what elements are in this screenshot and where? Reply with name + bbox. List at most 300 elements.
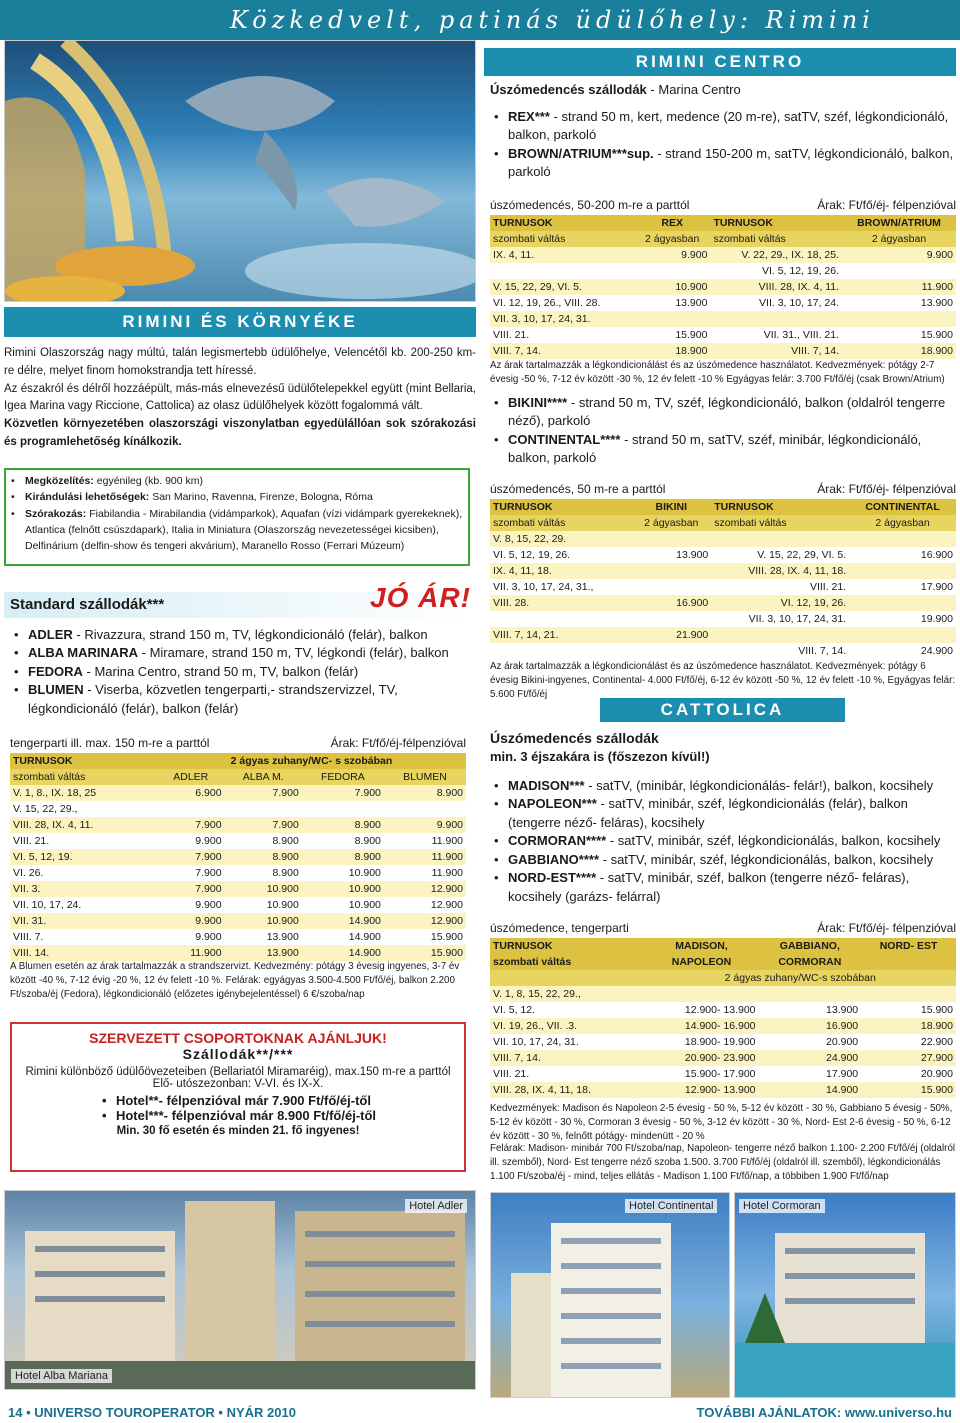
hotel-name: NORD-EST**** (508, 870, 597, 886)
table-cell: V. 15, 22, 29, VI. 5. (493, 281, 582, 293)
table-cell: 24.900 (920, 645, 953, 657)
table-cell: 9.900 (195, 899, 222, 911)
table-cell: 20.900- 23.900 (684, 1052, 756, 1064)
table-header: BIKINI (631, 499, 711, 515)
table-cell: 17.900 (826, 1068, 859, 1080)
table-header-row (490, 215, 956, 231)
table-cell: 8.900 (354, 835, 381, 847)
table-cell: 18.900 (920, 345, 953, 357)
hotel-desc: - satTV, minibár, széf, légkondicionálás, balkon, kocsihely (602, 851, 934, 867)
table-cell: 8.900 (354, 851, 381, 863)
hotel-desc: - strand 50 m, TV, széf, légkondicionáló, balkon (oldalról tengerre néző), parkoló (508, 395, 946, 429)
table-cell: 21.900 (676, 629, 709, 641)
standard-hotel-list (12, 626, 464, 718)
table-cell: V. 8, 15, 22, 29. (493, 533, 567, 545)
info-item (9, 489, 465, 505)
hotel-name: ALBA MARINARA (28, 645, 139, 661)
table-row (490, 563, 956, 579)
table-cell: 9.900 (195, 835, 222, 847)
cattolica-note-2: Felárak: Madison- minibár 700 Ft/szoba/nap, Napoleon- tengerre néző balkon 1.100- 2.200 Ft/fő/éj (oldalról ill. szemből), Nord- Est tengerre néző szoba 1.500. 3.700 Ft/fő/éj (oldalról ill. szemből), légkondicionálás 1.100 Ft/szoba/éj - mind, teljes ellátás - Madison 1.100 Ft/fő/nap, a többiben 1.900 Ft/fő/nap (490, 1143, 956, 1183)
info-item (9, 506, 465, 555)
photo-caption-continental: Hotel Continental (625, 1199, 717, 1213)
table-header: TURNUSOK (490, 938, 645, 954)
continental-building-illustration (491, 1193, 730, 1398)
table-header: ADLER (157, 769, 225, 785)
centro-hotel-item (492, 394, 954, 431)
table-header: NAPOLEON (645, 954, 759, 970)
waterpark-dolphin-photo (4, 40, 476, 302)
table-cell: 14.900 (348, 915, 381, 927)
hotel-name: NAPOLEON*** (508, 796, 597, 812)
table-cell: 13.900 (266, 931, 299, 943)
table-row (490, 643, 956, 659)
group-footer: Min. 30 fő esetén és minden 21. fő ingyenes! (116, 1125, 360, 1137)
centro-banner-text: RIMINI CENTRO (635, 52, 805, 71)
standard-hotel-item (12, 626, 464, 644)
table-cell: VIII. 14. (13, 947, 50, 959)
hotel-desc: - Rivazzura, strand 150 m, TV, légkondicionáló (felár), balkon (76, 627, 428, 642)
table-cell: VIII. 28, IX. 4, 11, 18. (493, 1084, 591, 1096)
table-cell (634, 263, 711, 279)
group-offer: • Hotel**- félpenzióval már 7.900 Ft/fő/éj-től (100, 1093, 376, 1108)
table-header: FEDORA (302, 769, 384, 785)
centro-t1-note: Az árak tartalmazzák a légkondicionálást és az úszómedence használatot. Kedvezmények: pótágy 2-7 évesig -50 %, 7-12 év között -30 %, 12 év felett -10 % Egyágyas felár: 3.700 Ft/fő/éj (csak Brown/Atrium) (490, 360, 945, 386)
table-row (490, 1066, 956, 1082)
centro-t1-caption (490, 198, 956, 212)
photo-caption-cormoran: Hotel Cormoran (739, 1199, 825, 1213)
table-row (490, 311, 956, 327)
caption-left: úszómedencés, 50 m-re a parttól (490, 482, 666, 496)
cattolica-min: min. 3 éjszakára is (főszezon kívül!) (490, 749, 710, 764)
table-cell: 10.900 (675, 281, 708, 293)
table-cell: 8.900 (272, 835, 299, 847)
hotel-desc: - satTV, minibár, széf, légkondicionálás, balkon, kocsihely (609, 833, 941, 849)
table-row (490, 611, 956, 627)
table-cell: 9.900 (926, 249, 953, 261)
table-cell: 12.900 (430, 915, 463, 927)
table-row (10, 929, 466, 945)
hotel-name: BIKINI**** (508, 395, 568, 410)
info-value: San Marino, Ravenna, Firenze, Bologna, Róma (152, 491, 373, 504)
table-cell (710, 311, 842, 327)
table-row (490, 327, 956, 343)
table-cell: VIII. 21. (809, 581, 847, 593)
table-cell (631, 563, 711, 579)
table-cell: 8.900 (272, 867, 299, 879)
table-cell: 12.900 (430, 899, 463, 911)
table-row (10, 833, 466, 849)
page-title: Közkedvelt, patinás üdülőhely: Rimini (230, 6, 875, 34)
table-cell: 20.900 (920, 1068, 953, 1080)
table-row (490, 295, 956, 311)
cattolica-hotel-item (492, 851, 954, 869)
table-cell: VII. 3, 10, 17, 24, 31. (748, 613, 847, 625)
table-cell (490, 263, 634, 279)
table-row (10, 849, 466, 865)
table-cell: 14.900 (348, 947, 381, 959)
table-cell: 11.900 (190, 947, 222, 959)
centro-hotel-list (492, 108, 954, 182)
centro-title: Úszómedencés szállodák (490, 82, 647, 97)
hotel-desc: - Viserba, közvetlen tengerparti,- strandszervizzel, TV, légkondicionáló (felár), balkon (felár) (28, 682, 398, 716)
table-cell: V. 15, 22, 29, VI. 5. (757, 549, 847, 561)
centro-banner (484, 48, 956, 76)
centro-hotel-item (492, 145, 954, 182)
cattolica-hotel-item (492, 832, 954, 850)
table-cell: 11.900 (431, 867, 463, 879)
table-cell: VI. 5, 12, 19, 26. (761, 265, 840, 277)
table-header: TURNUSOK (490, 215, 634, 231)
table-cell (634, 311, 711, 327)
table-cell: 13.900 (920, 297, 953, 309)
table-cell (645, 986, 759, 1002)
table-cell: V. 1, 8., IX. 18, 25 (13, 787, 97, 799)
table-cell: 16.900 (920, 549, 953, 561)
centro-table-2-body (490, 531, 956, 659)
table-cell: 18.900- 19.900 (684, 1036, 756, 1048)
table-cell: 9.900 (436, 819, 463, 831)
table-header: MADISON, (645, 938, 759, 954)
info-value: Fiabilandia - Mirabilandia (vidámparkok), Aquafan (vízi vidámpark gyerekeknek), Atlantica (felnőtt csúszdapark), Italia in Miniatura (Olaszország nevezetességei kicsiben), Delfinárium (delfin-show és tengeri akvárium), Maranello Rosso (Ferrari Múzeum) (25, 507, 463, 553)
cattolica-table-body (490, 986, 956, 1098)
cattolica-note-1: Kedvezmények: Madison és Napoleon 2-5 évesig - 50 %, 5-12 év között - 30 %, Gabbiano 5 évesig - 50%, 5-12 év között - 30 %, Cormoran 3 évesig - 50 %, 3-12 év között - 30 %, Nord- Est 2-6 évesig - 50 %, 6-12 év között - 30 %, felnőtt pótágy- mindenütt - 20 % (490, 1103, 953, 1143)
centro-t2-caption (490, 482, 956, 496)
table-cell: 12.900- 13.900 (684, 1004, 756, 1016)
table-cell: 20.900 (826, 1036, 859, 1048)
table-header: TURNUSOK (490, 499, 631, 515)
table-cell: VIII. 21. (13, 835, 50, 847)
table-cell: 9.900 (195, 915, 222, 927)
standard-table-caption (10, 736, 466, 750)
table-cell: 10.900 (266, 915, 299, 927)
table-cell: 10.900 (348, 883, 381, 895)
rimini-banner (4, 307, 476, 337)
table-cell (842, 311, 956, 327)
table-cell: 12.900 (430, 883, 463, 895)
table-header-row (490, 954, 956, 970)
table-cell: 7.900 (195, 867, 222, 879)
standard-hotel-item (12, 663, 464, 681)
table-header: CORMORAN (759, 954, 862, 970)
table-cell: 14.900- 16.900 (684, 1020, 756, 1032)
table-header: szombati váltás (490, 515, 631, 531)
group-offers (100, 1093, 376, 1123)
caption-right: Árak: Ft/fő/éj- félpenzióval (817, 921, 956, 935)
table-cell: V. 15, 22, 29., (13, 803, 78, 815)
rimini-intro-2: Az északról és délről hozzáépült, más-más elnevezésű üdülőtelepekkel együtt (mint Bellaria, Igea Marina vagy Riccione, Cattolica) az olasz üdülőhelyek között fogalommá vált. (4, 382, 476, 413)
footer-right[interactable]: TOVÁBBI AJÁNLATOK: www.universo.hu (696, 1405, 952, 1420)
table-cell: VIII. 21. (493, 329, 530, 341)
rimini-intro-1: Rimini Olaszország nagy múltú, talán legismertebb üdülőhelye, Velencétől kb. 200-250 km-re délre, melyet finom homokstrandja tett híressé. (4, 347, 476, 377)
cormoran-building-illustration (735, 1193, 956, 1398)
table-row (490, 263, 956, 279)
table-header-row (490, 499, 956, 515)
table-cell: 14.900 (826, 1084, 859, 1096)
table-header-row (490, 231, 956, 247)
standard-note: A Blumen esetén az árak tartalmazzák a strandszervizt. Kedvezmény: pótágy 3 évesig ingyenes, 3-7 év között -40 %, 7-12 évig -20 %, 12 év felett -10 %. Felárak: egyágyas 3.500-4.500 Ft/fő/éj, balkon 2.200 Ft/szoba/éj (Fedora), légkondicionáló (előzetes igénybejelentéssel) 6 €/szoba/nap (10, 961, 460, 1001)
table-cell: V. 1, 8, 15, 22, 29., (493, 988, 581, 1000)
photo-caption-adler: Hotel Adler (405, 1199, 467, 1213)
table-cell (302, 801, 384, 817)
table-cell: 22.900 (920, 1036, 953, 1048)
table-header-row (490, 515, 956, 531)
table-header: szombati váltás (711, 515, 849, 531)
hotel-desc: - satTV, minibár, széf, balkon (tengerre néző- feláras), kocsihely (garázs- felárral) (508, 870, 910, 904)
table-cell (631, 579, 711, 595)
table-cell: 7.900 (195, 819, 222, 831)
table-row (490, 1018, 956, 1034)
table-cell: 18.900 (920, 1020, 953, 1032)
caption-left: tengerparti ill. max. 150 m-re a parttól (10, 736, 210, 750)
table-cell: VIII. 21. (493, 1068, 530, 1080)
caption-right: Árak: Ft/fő/éj- félpenzióval (817, 482, 956, 496)
table-cell: VIII. 7, 14. (493, 345, 541, 357)
table-cell: VIII. 7. (13, 931, 44, 943)
table-cell: 13.900 (826, 1004, 859, 1016)
centro-price-table-1 (490, 215, 956, 359)
group-offer-box (10, 1022, 466, 1172)
table-cell: 7.900 (272, 819, 299, 831)
table-cell: 6.900 (195, 787, 222, 799)
table-cell: VII. 31., VIII. 21. (763, 329, 840, 341)
table-cell: 15.900 (430, 931, 463, 943)
table-cell: VI. 5, 12, 19, 26. (493, 549, 571, 561)
table-cell: VII. 31. (13, 915, 47, 927)
group-offer: • Hotel***- félpenzióval már 8.900 Ft/fő/éj-től (100, 1108, 376, 1123)
centro-heading (490, 82, 741, 97)
table-cell: VI. 19, 26., VII. .3. (493, 1020, 578, 1032)
table-header-row (490, 970, 956, 986)
table-cell: 27.900 (920, 1052, 953, 1064)
info-value: egyénileg (kb. 900 km) (96, 475, 204, 487)
centro-hotel-item (492, 108, 954, 145)
table-cell: 11.900 (921, 281, 953, 293)
table-row (10, 881, 466, 897)
table-row (10, 913, 466, 929)
standard-hotel-item (12, 681, 464, 718)
group-subtitle: Szállodák**/*** (182, 1046, 294, 1062)
table-row (490, 627, 956, 643)
table-cell (490, 643, 631, 659)
table-cell: 24.900 (826, 1052, 859, 1064)
hotel-buildings-illustration (5, 1191, 476, 1390)
table-row (490, 579, 956, 595)
table-cell: 8.900 (272, 851, 299, 863)
cattolica-hotel-item (492, 795, 954, 832)
hotel-desc: - satTV, (minibár, légkondicionálás- felár!), balkon, kocsihely (588, 778, 934, 793)
table-header: CONTINENTAL (849, 499, 956, 515)
hotel-alba-photo (4, 1190, 476, 1390)
table-row (490, 1034, 956, 1050)
table-cell: 13.900 (676, 549, 709, 561)
table-header: ALBA M. (225, 769, 302, 785)
cattolica-price-table (490, 938, 956, 1098)
table-row (490, 1050, 956, 1066)
table-cell: 15.900 (675, 329, 708, 341)
table-cell: VI. 12, 19, 26., VIII. 28. (493, 297, 601, 309)
table-cell: VI. 12, 19, 26. (780, 597, 847, 609)
table-cell: 8.900 (436, 787, 463, 799)
table-cell: VII. 3. (13, 883, 41, 895)
hotel-desc: - satTV, minibár, széf, légkondicionálás (felár), balkon (tengerre néző- feláras), kocsihely (508, 796, 908, 830)
standard-price-table (10, 753, 466, 961)
hotel-name: FEDORA (28, 663, 83, 679)
hotel-name: BLUMEN (28, 682, 84, 698)
table-cell: 18.900 (675, 345, 708, 357)
hotel-desc: - strand 150-200 m, satTV, légkondicionáló, balkon, parkoló (508, 145, 954, 180)
table-cell: VII. 10, 17, 24, 31. (493, 1036, 579, 1048)
table-cell (631, 531, 711, 547)
hotel-name: CORMORAN**** (508, 833, 607, 849)
table-cell: 13.900 (675, 297, 708, 309)
table-cell (225, 801, 302, 817)
cattolica-hotel-list (492, 777, 954, 906)
table-cell (384, 801, 466, 817)
table-cell: 17.900 (920, 581, 953, 593)
hotel-name: REX*** (508, 109, 550, 124)
standard-table-body (10, 785, 466, 961)
table-header: 2 ágyasban (849, 515, 956, 531)
table-cell: 7.900 (195, 883, 222, 895)
rimini-info-list (9, 473, 465, 554)
table-row (490, 343, 956, 359)
table-header: GABBIANO, (759, 938, 862, 954)
hotel-name: BROWN/ATRIUM***sup. (508, 145, 654, 161)
info-key: Kirándulási lehetőségek: (25, 491, 150, 504)
table-cell: 15.900- 17.900 (684, 1068, 756, 1080)
table-row (10, 785, 466, 801)
table-header: REX (634, 215, 711, 231)
cattolica-hotel-item (492, 777, 954, 795)
table-header: TURNUSOK (711, 499, 849, 515)
table-row (490, 247, 956, 263)
table-header: szombati váltás (490, 954, 645, 970)
table-cell: 16.900 (676, 597, 709, 609)
table-row (490, 986, 956, 1002)
page-header (0, 0, 960, 40)
caption-right: Árak: Ft/fő/éj- félpenzióval (817, 198, 956, 212)
rimini-banner-text: RIMINI ÉS KÖRNYÉKE (122, 312, 358, 331)
hotel-desc: - strand 50 m, kert, medence (20 m-re), satTV, széf, légkondicionáló, balkon, parkoló (508, 109, 949, 143)
photo-caption-alba: Hotel Alba Mariana (11, 1369, 112, 1383)
table-cell: VIII. 28, IX. 4, 11. (13, 819, 94, 831)
table-cell: IX. 4, 11, 18. (493, 565, 552, 577)
table-cell: V. 22, 29., IX. 18, 25. (741, 249, 840, 261)
table-cell: 15.900 (920, 1084, 953, 1096)
info-key: Szórakozás: (25, 507, 87, 520)
table-header: 2 ágyas zuhany/WC- s szobában (157, 753, 466, 769)
hotel-name: ADLER (28, 627, 73, 642)
group-line1: Rimini különböző üdülőövezeteiben (Bellariatól Miramaréig), max.150 m-re a parttól (25, 1066, 451, 1078)
table-cell: 11.900 (431, 835, 463, 847)
table-cell (759, 986, 862, 1002)
centro-table-1-body (490, 247, 956, 359)
table-cell: VII. 3, 10, 17, 24, 31. (493, 313, 591, 325)
table-cell: VIII. 7, 14. (791, 345, 840, 357)
centro-t2-note: Az árak tartalmazzák a légkondicionálást és az úszómedence használatot. Kedvezmények: pótágy 6 évesig Bikini-ingyenes, Continental- 4.000 Ft/fő/éj, 6-12 év között -50 %, 12 év felett -10 %, Egyágyas felár: 5.600 Ft/fő/éj (490, 661, 956, 701)
table-cell: 15.900 (920, 329, 953, 341)
table-row (10, 865, 466, 881)
table-cell (157, 801, 225, 817)
cattolica-banner-text: CATTOLICA (660, 700, 785, 719)
info-item (9, 473, 465, 489)
table-cell: VI. 5, 12. (493, 1004, 536, 1016)
table-row (10, 817, 466, 833)
caption-right: Árak: Ft/fő/éj-félpenzióval (330, 736, 466, 750)
table-cell (842, 263, 956, 279)
cattolica-caption (490, 921, 956, 935)
table-cell: VI. 26. (13, 867, 44, 879)
centro-hotel-list-2 (492, 394, 954, 468)
table-row (10, 897, 466, 913)
table-header (861, 954, 956, 970)
table-cell: 9.900 (681, 249, 708, 261)
group-line2: Elő- utószezonban: V-VI. és IX-X. (152, 1078, 324, 1090)
hotel-name: CONTINENTAL**** (508, 431, 621, 447)
hotel-name: GABBIANO**** (508, 851, 600, 867)
table-cell: 16.900 (826, 1020, 859, 1032)
centro-title-suffix: - Marina Centro (650, 82, 741, 97)
table-row (490, 1082, 956, 1098)
table-header: BLUMEN (384, 769, 466, 785)
table-cell: 13.900 (266, 947, 299, 959)
caption-left: úszómedencés, 50-200 m-re a parttól (490, 198, 690, 212)
table-cell: 7.900 (195, 851, 222, 863)
cattolica-hotel-item (492, 869, 954, 906)
table-cell: 7.900 (354, 787, 381, 799)
table-cell (849, 627, 956, 643)
cattolica-title: Úszómedencés szállodák (490, 730, 659, 746)
table-cell (849, 595, 956, 611)
table-cell: 11.900 (431, 851, 463, 863)
info-key: Megközelítés: (25, 475, 94, 487)
table-cell: VII. 10, 17, 24. (13, 899, 82, 911)
table-cell (490, 611, 631, 627)
footer-left: 14 • UNIVERSO TOUROPERATOR • NYÁR 2010 (8, 1405, 296, 1420)
table-header: szombati váltás (710, 231, 842, 247)
table-header: 2 ágyasban (634, 231, 711, 247)
table-cell: 14.900 (348, 931, 381, 943)
table-cell: VIII. 7, 14. (798, 645, 847, 657)
table-cell: 10.900 (348, 867, 381, 879)
table-cell: 7.900 (272, 787, 299, 799)
table-cell: 15.900 (920, 1004, 953, 1016)
rimini-intro-3: Közvetlen környezetében olaszországi viszonylatban egyedülállóan sok szórakozási és programlehetőség kínálkozik. (4, 418, 476, 449)
group-title: SZERVEZETT CSOPORTOKNAK AJÁNLJUK! (89, 1030, 387, 1046)
table-row (490, 531, 956, 547)
table-header-row (490, 938, 956, 954)
hotel-desc: - strand 50 m, satTV, széf, minibár, légkondicionáló, balkon, parkoló (508, 431, 922, 466)
table-header-row (10, 753, 466, 769)
hotel-desc: - Marina Centro, strand 50 m, TV, balkon (felár) (86, 663, 359, 679)
table-cell: VIII. 28. (493, 597, 530, 609)
hotel-cormoran-photo (734, 1192, 956, 1398)
cattolica-banner (600, 698, 845, 722)
table-row (10, 801, 466, 817)
table-cell (711, 531, 849, 547)
table-header: szombati váltás (10, 769, 157, 785)
table-row (490, 595, 956, 611)
table-header: 2 ágyas zuhany/WC-s szobában (645, 970, 957, 986)
caption-left: úszómedence, tengerparti (490, 921, 629, 935)
rimini-intro (4, 345, 476, 452)
table-cell: VII. 3, 10, 17, 24, 31., (493, 581, 594, 593)
table-row (10, 945, 466, 961)
table-cell (861, 986, 956, 1002)
table-cell: VIII. 28, IX. 4, 11, 18. (748, 565, 847, 577)
hotel-desc: - Miramare, strand 150 m, TV, légkondi (felár), balkon (141, 645, 449, 661)
table-cell: 19.900 (920, 613, 953, 625)
